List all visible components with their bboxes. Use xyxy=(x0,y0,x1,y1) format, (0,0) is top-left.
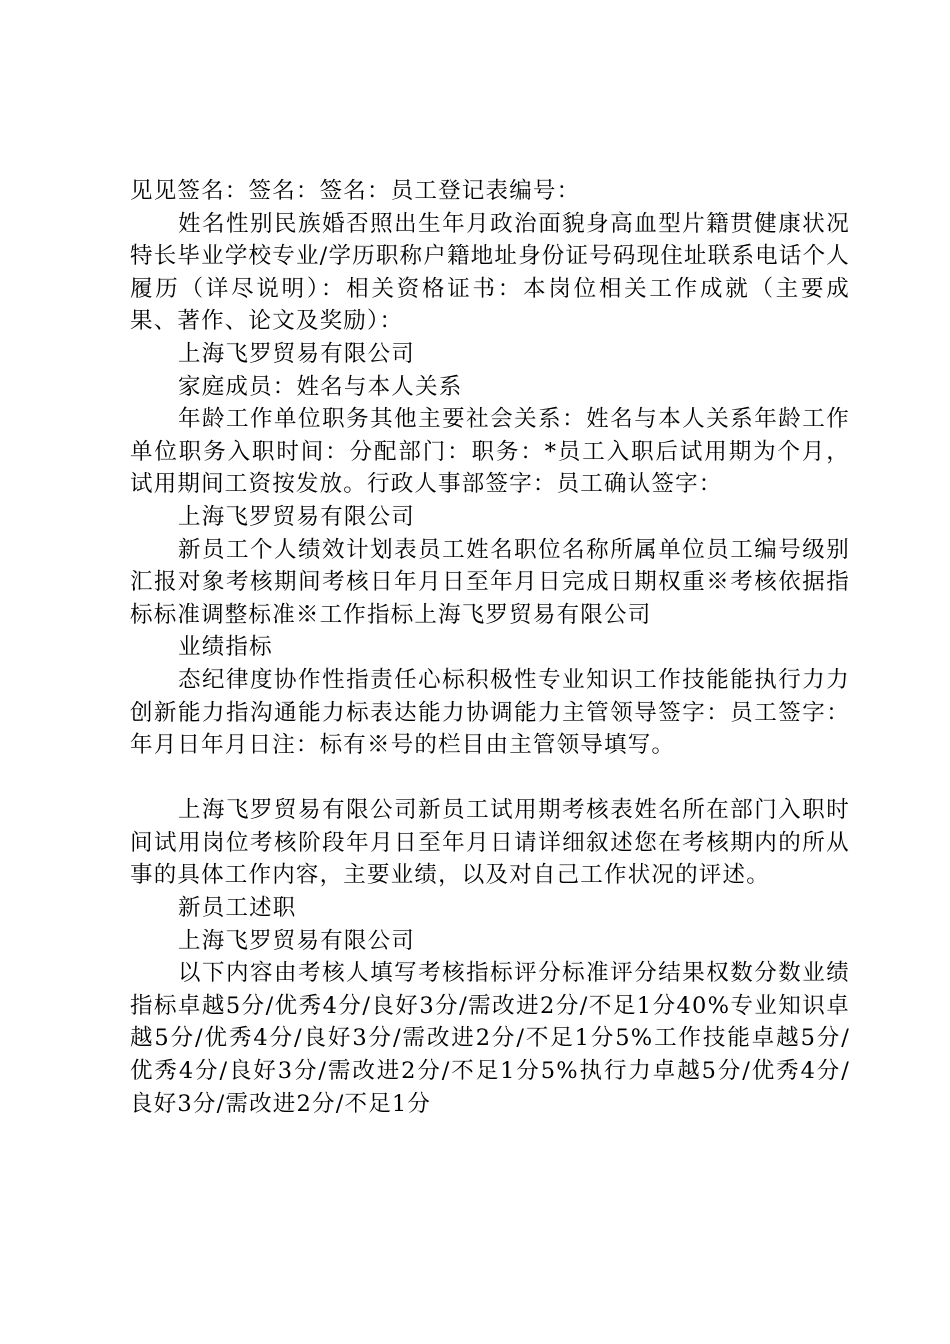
signature-line: 见见签名：签名：签名：员工登记表编号： xyxy=(130,178,581,204)
performance-indicators-heading: 业绩指标 xyxy=(178,634,273,661)
company-name: 上海飞罗贸易有限公司 xyxy=(178,340,416,367)
document-body xyxy=(130,175,850,1120)
social-relations-paragraph: 年龄工作单位职务其他主要社会关系：姓名与本人关系年龄工作单位职务入职时间：分配部门：职务：*员工入职后试用期为个月，试用期间工资按发放。行政人事部签字：员工确认签字： xyxy=(130,406,850,498)
new-employee-report-heading: 新员工述职 xyxy=(178,895,297,922)
company-name: 上海飞罗贸易有限公司 xyxy=(178,927,416,954)
registration-form-fields: 姓名性别民族婚否照出生年月政治面貌身高血型片籍贯健康状况特长毕业学校专业/学历职称户籍地址身份证号码现住址联系电话个人履历（详尽说明）：相关资格证书：本岗位相关工作成就（主要成果、著作、论文及奖励）： xyxy=(130,210,850,335)
performance-plan-paragraph: 新员工个人绩效计划表员工姓名职位名称所属单位员工编号级别汇报对象考核期间考核日年月日至年月日完成日期权重※考核依据指标标准调整标准※工作指标上海飞罗贸易有限公司 xyxy=(130,536,850,628)
scoring-criteria-paragraph: 以下内容由考核人填写考核指标评分标准评分结果权数分数业绩指标卓越5分/优秀4分/良好3分/需改进2分/不足1分40%专业知识卓越5分/优秀4分/良好3分/需改进2分/不足1分5%工作技能卓越5分/优秀4分/良好3分/需改进2分/不足1分5%执行力卓越5分/优秀4分/良好3分/需改进2分/不足1分 xyxy=(130,960,850,1117)
attitude-indicators-paragraph: 态纪律度协作性指责任心标积极性专业知识工作技能能执行力力创新能力指沟通能力标表达能力协调能力主管领导签字：员工签字：年月日年月日注：标有※号的栏目由主管领导填写。 xyxy=(130,666,850,759)
probation-assessment-paragraph: 上海飞罗贸易有限公司新员工试用期考核表姓名所在部门入职时间试用岗位考核阶段年月日至年月日请详细叙述您在考核期内的所从事的具体工作内容，主要业绩，以及对自己工作状况的评述。 xyxy=(130,797,850,889)
family-members-heading: 家庭成员：姓名与本人关系 xyxy=(178,373,463,400)
company-name: 上海飞罗贸易有限公司 xyxy=(178,503,416,530)
